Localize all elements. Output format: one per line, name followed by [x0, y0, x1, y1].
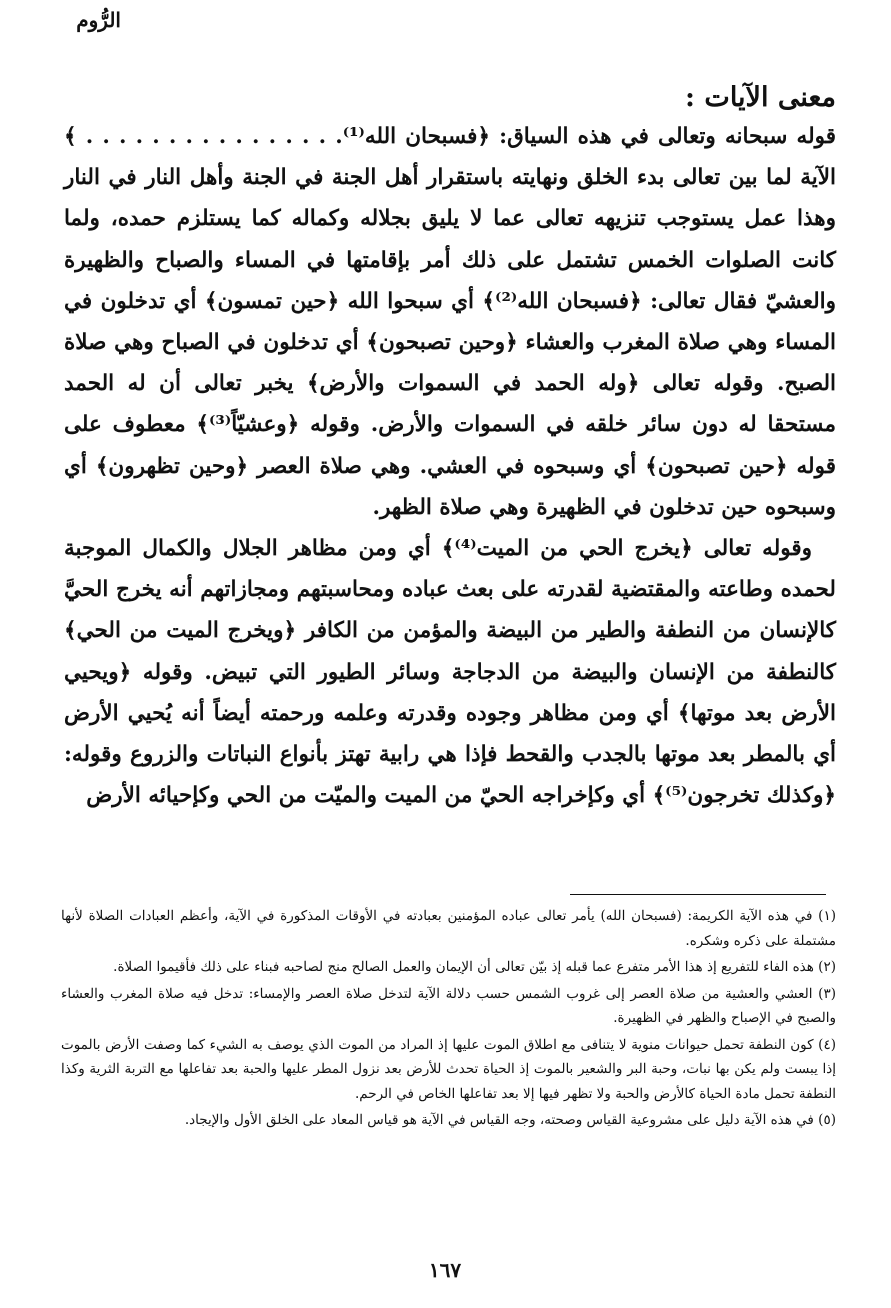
running-header: الرُّوم	[76, 8, 121, 32]
footnote: (٣) العشي والعشية من صلاة العصر إلى غروب الشمس حسب دلالة الآية لتدخل صلاة العصر والإمساء: تدخل فيه صلاة المغرب والعشاء والصبح في الإصباح والظهر في الظهيرة.	[61, 985, 836, 1026]
main-text	[64, 116, 836, 816]
section-title: معنى الآيات :	[685, 82, 836, 113]
page-number: ١٦٧	[428, 1258, 462, 1282]
paragraph: قوله سبحانه وتعالى في هذه السياق: ﴿فسبحان الله⁽¹⁾. . . . . . . . . . . . . . . . ﴾ الآية لما بين تعالى بدء الخلق ونهايته باستقرار أهل الجنة في الجنة وأهل النار في النار وهذا عمل يستوجب تنزيهه تعالى عما لا يليق بجلاله وكماله كما يستلزم حمده، ولما كانت الصلوات الخمس تشتمل على ذلك أمر بإقامتها في المساء والصباح والظهيرة والعشيّ فقال تعالى: ﴿فسبحان الله⁽²⁾﴾ أي سبحوا الله ﴿حين تمسون﴾ أي تدخلون في المساء وهي صلاة المغرب والعشاء ﴿وحين تصبحون﴾ أي تدخلون في الصباح وهي صلاة الصبح. وقوله تعالى ﴿وله الحمد في السموات والأرض﴾ يخبر تعالى أن له الحمد مستحقا له دون سائر خلقه في السموات والأرض. وقوله ﴿وعشيّاً⁽³⁾﴾ معطوف على قوله ﴿حين تصبحون﴾ أي وسبحوه في العشي. وهي صلاة العصر ﴿وحين تظهرون﴾ أي وسبحوه حين تدخلون في الظهيرة وهي صلاة الظهر.	[64, 124, 837, 520]
footnote: (١) في هذه الآية الكريمة: (فسبحان الله) يأمر تعالى عباده المؤمنين بعبادته في الأوقات المذكورة في الآية، وأعظم العبادات الصلاة لأنها مشتملة على ذكره وشكره.	[61, 908, 836, 949]
footnotes	[61, 904, 836, 1135]
footnote: (٥) في هذه الآية دليل على مشروعية القياس وصحته، وجه القياس في الآية هو قياس المعاد على الخلق الأول والإيجاد.	[184, 1112, 836, 1128]
footnote-divider	[570, 894, 826, 895]
footnote: (٤) كون النطفة تحمل حيوانات منوية لا يتنافى مع اطلاق الموت عليها إذ المراد من الموت الذي يوصف به الشيء كما وصفت الأرض بالموت إذا يبست ولم يكن بها نبات، وحبة البر والشعير بالموت إذ الحياة تحدث للأرض بعد نزول المطر عليها والحبة بعد تفاعلها مع التربة الثرية وكذا النطفة تحمل مادة الحياة كالأرض والحبة ولا تظهر فيها إلا بعد تفاعلها الخاص في الرحم.	[61, 1036, 836, 1102]
paragraph: وقوله تعالى ﴿يخرج الحي من الميت⁽⁴⁾﴾ أي ومن مظاهر الجلال والكمال الموجبة لحمده وطاعته والمقتضية لقدرته على بعث عباده ومحاسبتهم ومجازاتهم أنه يخرج الحيَّ كالإنسان من النطفة والطير من البيضة والمؤمن من الكافر ﴿ويخرج الميت من الحي﴾ كالنطفة من الإنسان والبيضة من الدجاجة وسائر الطيور التي تبيض. وقوله ﴿ويحيي الأرض بعد موتها﴾ أي ومن مظاهر وجوده وقدرته وعلمه ورحمته أيضاً أنه يُحيي الأرض أي بالمطر بعد موتها بالجدب والقحط فإذا هي رابية تهتز بأنواع النباتات والزروع وقوله: ﴿وكذلك تخرجون⁽⁵⁾﴾ أي وكإخراجه الحيّ من الميت والميّت من الحي وكإحيائه الأرض	[64, 536, 836, 809]
footnote: (٢) هذه الفاء للتفريع إذ هذا الأمر متفرع عما قبله إذ بيّن تعالى أن الإيمان والعمل الصالح منج لصاحبه فبناء على ذلك فأقيموا الصلاة.	[113, 959, 836, 975]
